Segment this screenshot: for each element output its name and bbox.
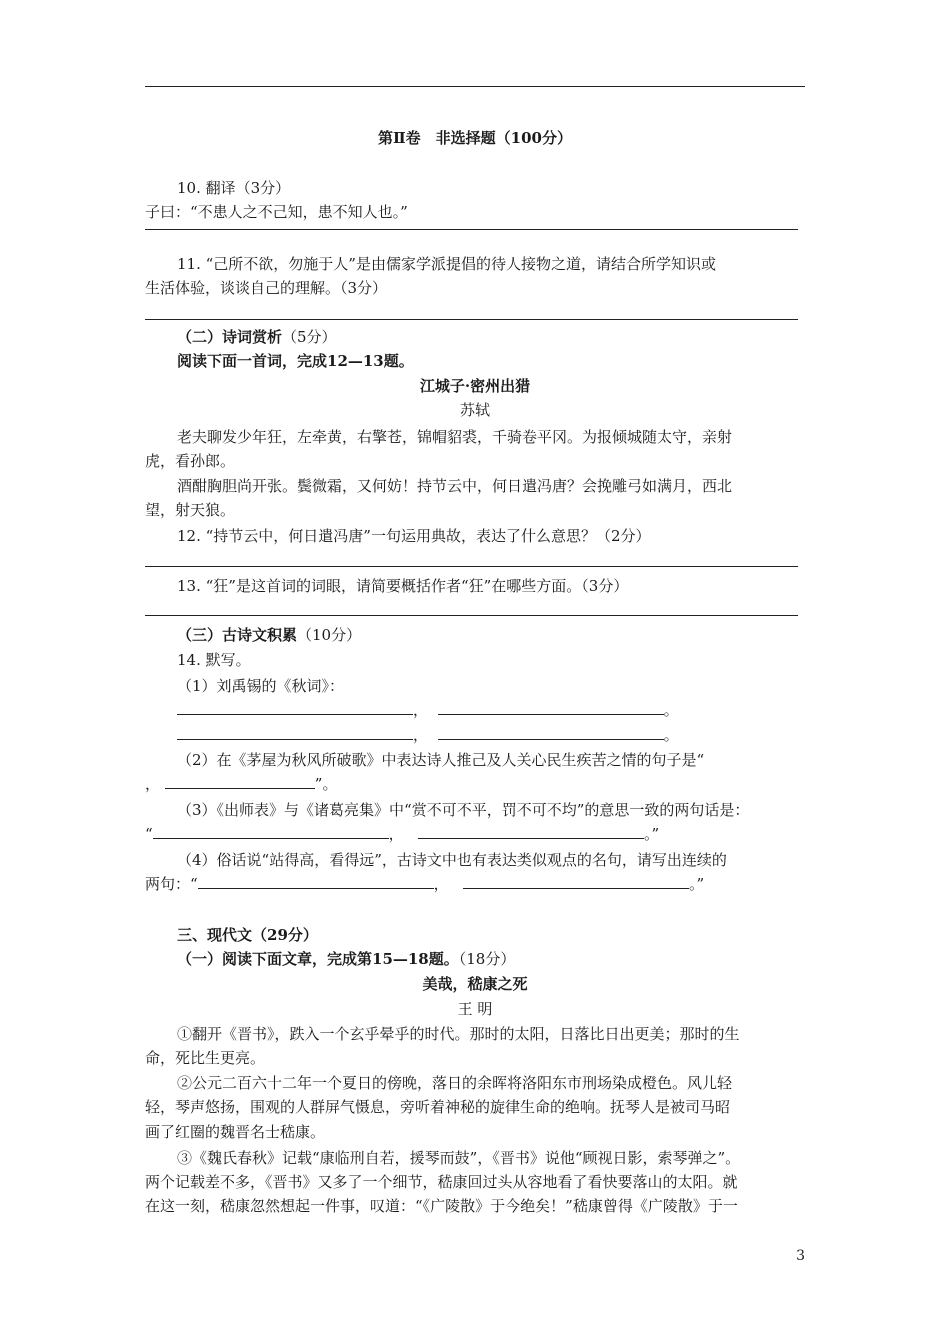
article-author: 王 明 [457, 1000, 493, 1018]
q12-answer-line [145, 566, 798, 567]
part3-score: （10分） [297, 626, 362, 644]
sub3-end-mark: 。” [644, 825, 660, 843]
article-p3-line3: 在这一刻，嵇康忽然想起一件事，叹道：“《广陵散》于今绝矣！”嵇康曾得《广陵散》于一 [145, 1197, 738, 1215]
part3-heading [145, 625, 810, 645]
sub4-lead-mark: 两句：“ [145, 875, 198, 893]
q11-line1: 11. “己所不欲，勿施于人”是由儒家学派提倡的待人接物之道，请结合所学知识或 [177, 255, 716, 273]
article-p3-line1: ③《魏氏春秋》记载“康临刑自若，援琴而鼓”，《晋书》说他“顾视日影，索琴弹之”。 [177, 1149, 741, 1167]
fill-blank[interactable] [463, 874, 689, 889]
article-p2-line2: 轻，琴声悠扬，围观的人群屏气慑息，旁听着神秘的旋律生命的绝响。抚琴人是被司马昭 [145, 1098, 731, 1116]
q13-text: 13. “狂”是这首词的词眼，请简要概括作者“狂”在哪些方面。（3分） [177, 577, 629, 595]
q11-answer-line [145, 319, 798, 320]
article-p2-line3: 画了红圈的魏晋名士嵇康。 [145, 1123, 326, 1141]
article-p1-line2: 命，死比生更亮。 [145, 1049, 266, 1067]
poem-stanza2-line2: 望，射天狼。 [145, 501, 236, 519]
comma-mark: ， [388, 825, 404, 843]
section-title: 第Ⅱ卷 非选择题（100分） [378, 129, 572, 147]
part3-heading-text: （三）古诗文积累 [177, 626, 298, 644]
section3-sub-score: （18分） [458, 950, 516, 968]
fill-blank[interactable] [418, 824, 644, 839]
poem-stanza1-line1: 老夫聊发少年狂，左牵黄，右擎苍，锦帽貂裘，千骑卷平冈。为报倾城随太守，亲射 [177, 428, 733, 446]
poem-stanza2-line1: 酒酣胸胆尚开张。鬓微霜，又何妨！持节云中，何日遣冯唐？会挽雕弓如满月，西北 [177, 477, 733, 495]
q14-sub1: （1）刘禹锡的《秋词》： [177, 677, 345, 695]
section3-heading: 三、现代文（29分） [177, 926, 318, 944]
q14-sub2-line1: （2）在《茅屋为秋风所破歌》中表达诗人推己及人关心民生疾苦之情的句子是“ [177, 751, 705, 769]
article-p3-line2: 两个记载差不多，《晋书》又多了一个细节，嵇康回过头从容地看了看快要落山的太阳。就 [145, 1173, 738, 1191]
q13-answer-line [145, 615, 798, 616]
fill-blank[interactable] [198, 874, 434, 889]
q14-sub4-line2 [145, 874, 810, 894]
fill-blank[interactable] [177, 725, 413, 740]
fill-blank[interactable] [165, 774, 315, 789]
poem-title: 江城子·密州出猎 [419, 377, 531, 395]
q14-sub2-line2 [145, 774, 810, 794]
part2-heading [145, 327, 810, 347]
sub3-open-mark: “ [145, 825, 153, 843]
q14-sub3-line1: （3）《出师表》与《诸葛亮集》中“赏不可不平，罚不可不均”的意思一致的两句话是： [177, 801, 750, 819]
part2-score: （5分） [282, 328, 337, 346]
q12-text: 12. “持节云中，何日遣冯唐”一句运用典故，表达了什么意思？（2分） [177, 527, 651, 545]
q11-line2: 生活体验，谈谈自己的理解。（3分） [145, 279, 388, 297]
fill-blank[interactable] [438, 700, 664, 715]
q14-sub3-line2 [145, 824, 810, 844]
part2-instruction: 阅读下面一首词，完成12—13题。 [177, 352, 414, 370]
sub2-end-mark: ”。 [314, 775, 338, 793]
article-title: 美哉，嵇康之死 [422, 975, 528, 993]
fill-blank[interactable] [153, 824, 389, 839]
q14-title: 14. 默写。 [177, 651, 251, 669]
header-rule [145, 86, 805, 87]
q10-title: 10. 翻译（3分） [177, 179, 291, 197]
q14-sub4-line1: （4）俗话说“站得高，看得远”，古诗文中也有表达类似观点的名句，请写出连续的 [177, 851, 727, 869]
fill-blank[interactable] [177, 700, 413, 715]
period-mark: 。 [663, 701, 679, 719]
comma-mark: ， [413, 701, 429, 719]
q14-sub1-blanks-row1 [145, 700, 810, 720]
sub2-lead-mark: ， [145, 775, 161, 793]
fill-blank[interactable] [438, 725, 664, 740]
section3-subheading [145, 949, 810, 969]
article-p2-line1: ②公元二百六十二年一个夏日的傍晚，落日的余晖将洛阳东市刑场染成橙色。风儿轻 [177, 1074, 733, 1092]
comma-mark: ， [413, 726, 429, 744]
period-mark: 。 [663, 726, 679, 744]
q10-answer-line [145, 229, 798, 230]
comma-mark: ， [433, 875, 449, 893]
part2-heading-text: （二）诗词赏析 [177, 328, 283, 346]
q10-text: 子曰：“不患人之不己知，患不知人也。” [145, 203, 408, 221]
sub4-end-mark: 。” [689, 875, 705, 893]
page-number: 3 [796, 1248, 805, 1264]
poem-stanza1-line2: 虎，看孙郎。 [145, 452, 236, 470]
section3-subheading-text: （一）阅读下面文章，完成第15—18题。 [177, 950, 459, 968]
article-p1-line1: ①翻开《晋书》，跌入一个玄乎晕乎的时代。那时的太阳，日落比日出更美；那时的生 [177, 1025, 740, 1043]
q14-sub1-blanks-row2 [145, 725, 810, 745]
poem-author: 苏轼 [459, 401, 490, 419]
